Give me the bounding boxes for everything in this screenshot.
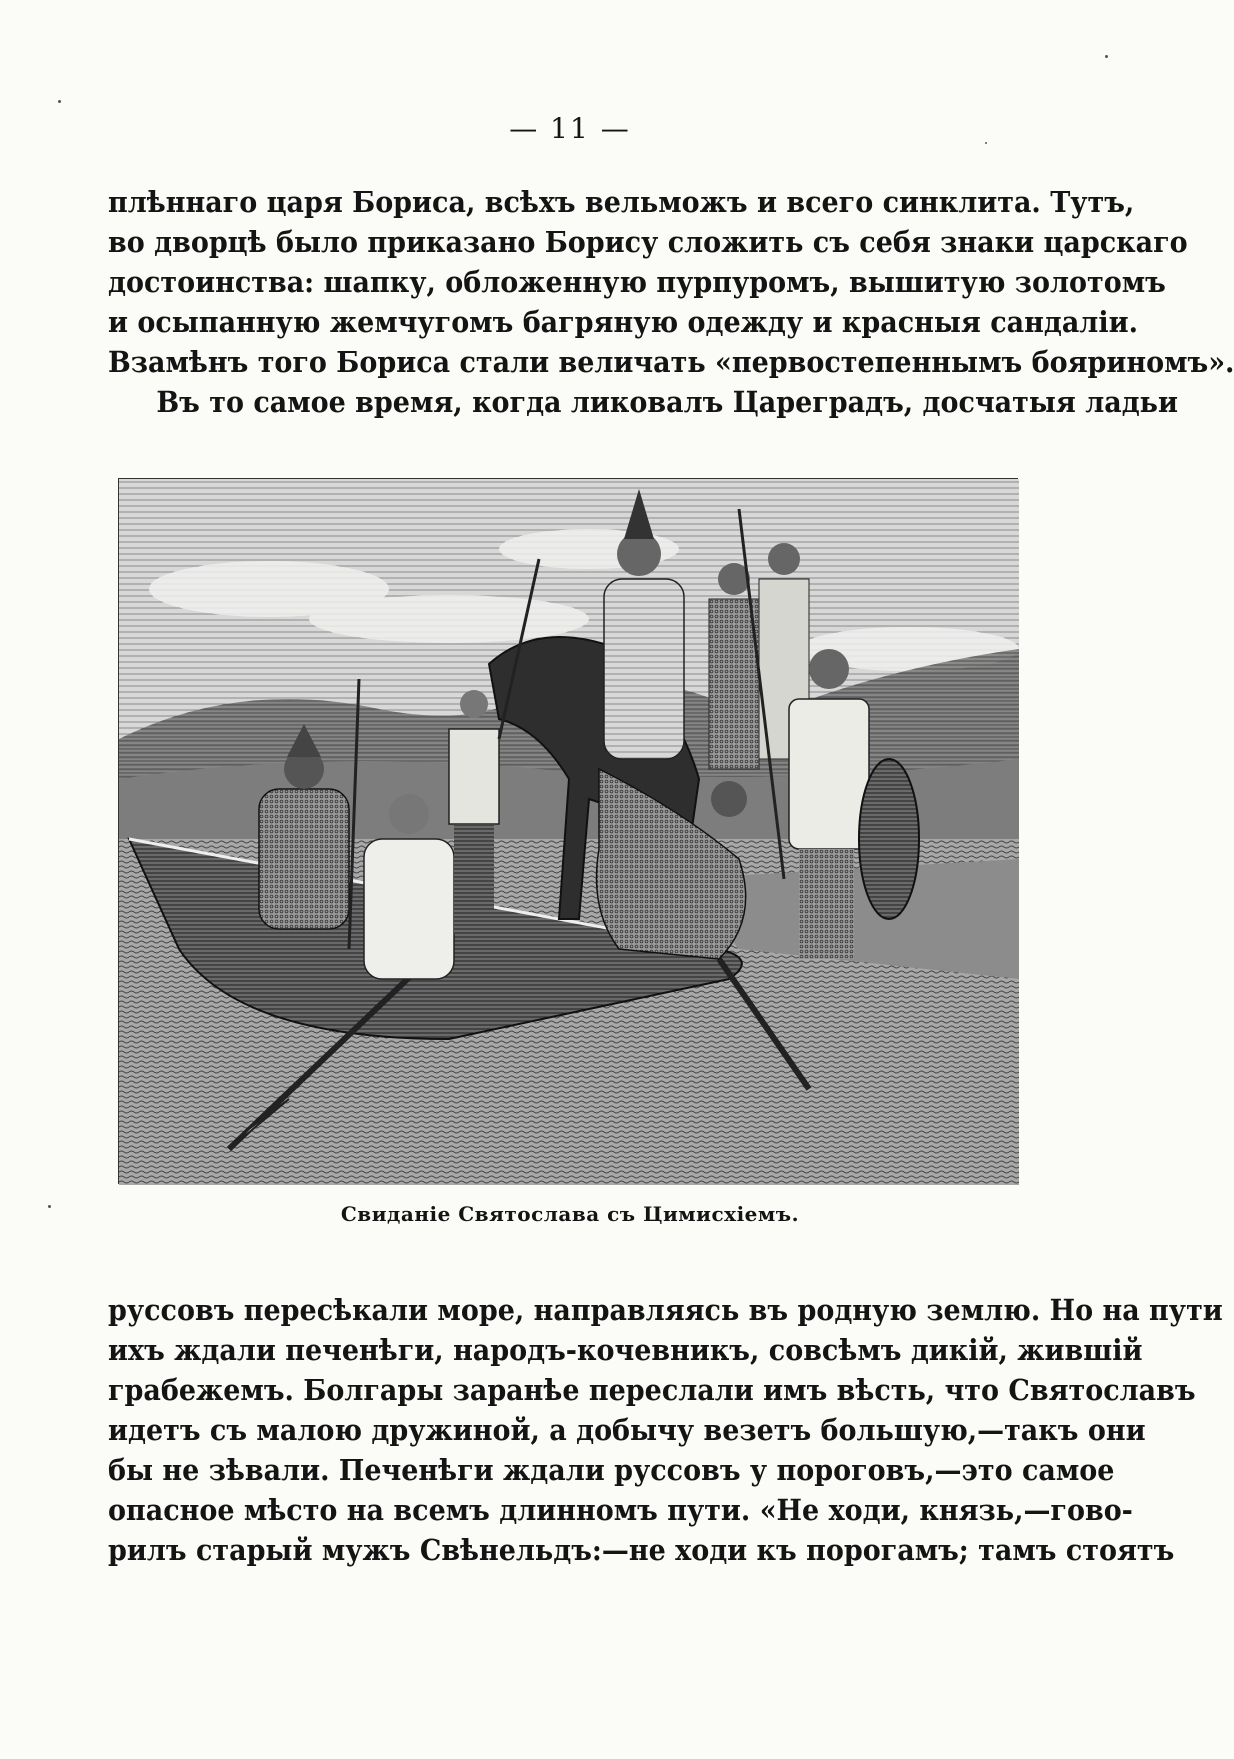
- top-paragraph: [108, 182, 1234, 422]
- text-line: плѣннаго царя Бориса, всѣхъ вельможъ и всего синклита. Тутъ,: [108, 185, 1135, 219]
- scan-speck: [58, 100, 61, 103]
- text-line: рилъ старый мужъ Свѣнельдъ:—не ходи къ порогамъ; тамъ стоятъ: [108, 1533, 1175, 1567]
- text-line: грабежемъ. Болгары заранѣе переслали имъ вѣсть, что Святославъ: [108, 1373, 1196, 1407]
- text-line: Въ то самое время, когда ликовалъ Цареградъ, досчатыя ладьи: [156, 385, 1178, 419]
- scan-speck: [1105, 55, 1108, 58]
- engraving-boat-meeting-icon: [119, 479, 1019, 1185]
- engraving-illustration: [118, 478, 1018, 1184]
- text-line: Взамѣнъ того Бориса стали величать «первостепеннымъ бояриномъ».: [108, 345, 1234, 379]
- text-line: опасное мѣсто на всемъ длинномъ пути. «Не ходи, князь,—гово-: [108, 1493, 1133, 1527]
- text-line: и осыпанную жемчугомъ багряную одежду и красныя сандаліи.: [108, 305, 1138, 339]
- text-line: ихъ ждали печенѣги, народъ-кочевникъ, совсѣмъ дикій, жившій: [108, 1333, 1143, 1367]
- text-line: руссовъ пересѣкали море, направляясь въ родную землю. Но на пути: [108, 1293, 1223, 1327]
- text-line: бы не зѣвали. Печенѣги ждали руссовъ у пороговъ,—это самое: [108, 1453, 1115, 1487]
- page-number: — 11 —: [509, 112, 631, 145]
- scan-speck: [985, 142, 987, 144]
- bottom-paragraph: [108, 1290, 1223, 1570]
- text-line: во дворцѣ было приказано Борису сложить съ себя знаки царскаго: [108, 225, 1188, 259]
- illustration-caption: Свиданіе Святослава съ Цимисхіемъ.: [340, 1202, 800, 1226]
- scan-speck: [48, 1205, 51, 1208]
- text-line: достоинства: шапку, обложенную пурпуромъ, вышитую золотомъ: [108, 265, 1166, 299]
- text-line: идетъ съ малою дружиной, а добычу везетъ большую,—такъ они: [108, 1413, 1146, 1447]
